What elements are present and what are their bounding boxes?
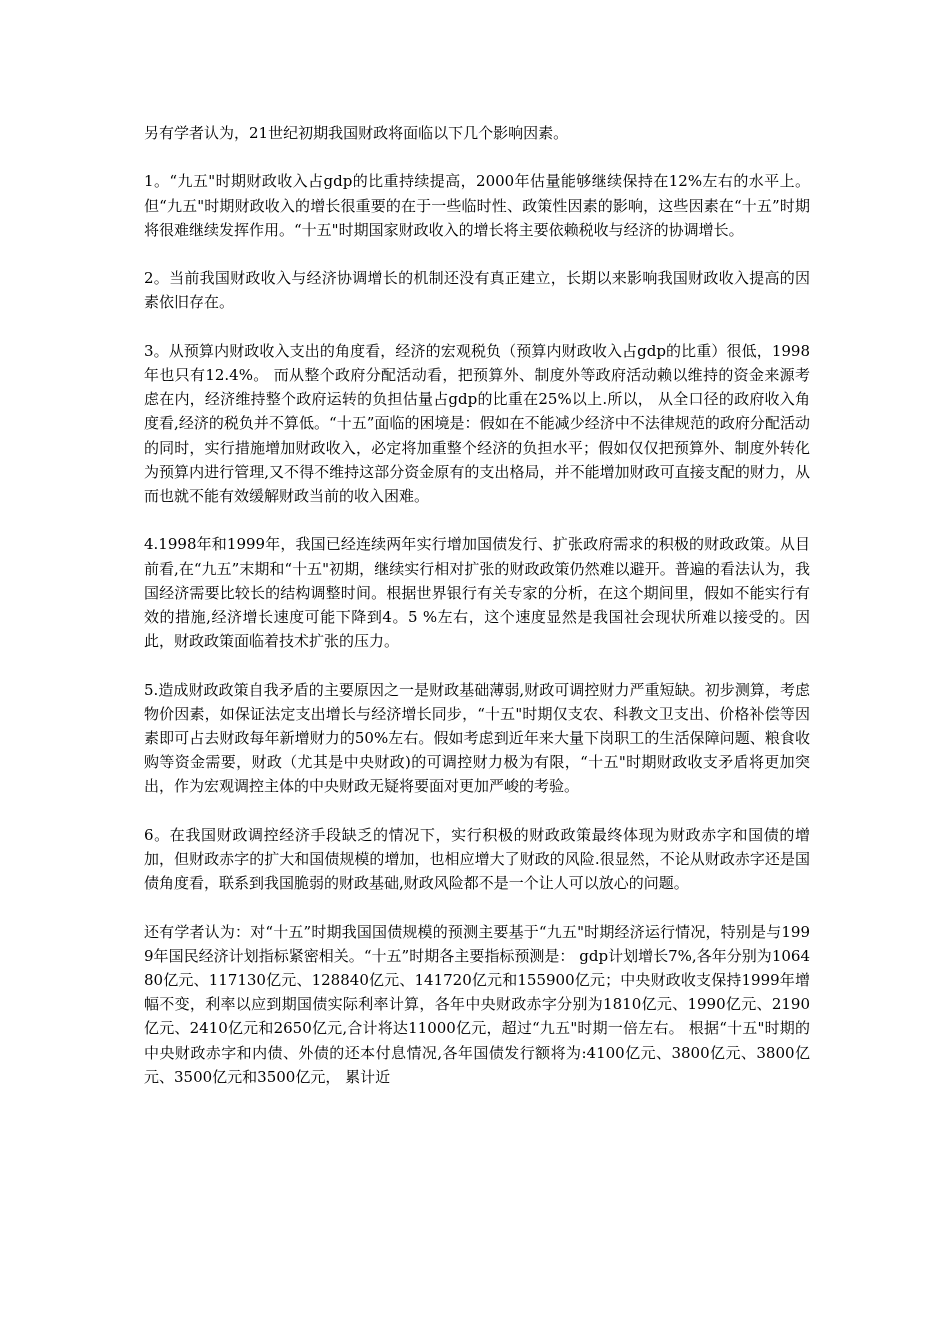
paragraph-6: 6。在我国财政调控经济手段缺乏的情况下，实行积极的财政政策最终体现为财政赤字和国债的增加，但财政赤字的扩大和国债规模的增加，也相应增大了财政的风险.很显然，不论从财政赤字还是国债角度看，联系到我国脆弱的财政基础,财政风险都不是一个让人可以放心的问题。 [144, 825, 810, 893]
paragraph-4: 4.1998年和1999年，我国已经连续两年实行增加国债发行、扩张政府需求的积极的财政政策。从目前看,在“九五”末期和“十五"初期，继续实行相对扩张的财政政策仍然难以避开。普遍的看法认为，我国经济需要比较长的结构调整时间。根据世界银行有关专家的分析，在这个期间里，假如不能实行有效的措施,经济增长速度可能下降到4。5 %左右，这个速度显然是我国社会现状所难以接受的。因此，财政政策面临着技术扩张的压力。 [144, 535, 810, 651]
paragraph-1: 1。“九五"时期财政收入占gdp的比重持续提高，2000年估量能够继续保持在12%左右的水平上。但“九五"时期财政收入的增长很重要的在于一些临时性、政策性因素的影响，这些因素在“十五”时期将很难继续发挥作用。“十五"时期国家财政收入的增长将主要依赖税收与经济的协调增长。 [144, 172, 810, 239]
document-body [144, 121, 810, 1113]
paragraph-5: 5.造成财政政策自我矛盾的主要原因之一是财政基础薄弱,财政可调控财力严重短缺。初步测算，考虑物价因素，如保证法定支出增长与经济增长同步，“十五"时期仅支农、科教文卫支出、价格补偿等因素即可占去财政每年新增财力的50%左右。假如考虑到近年来大量下岗职工的生活保障问题、粮食收购等资金需要，财政（尤其是中央财政)的可调控财力极为有限，“十五"时期财政收支矛盾将更加突出，作为宏观调控主体的中央财政无疑将要面对更加严峻的考验。 [144, 680, 810, 796]
paragraph-2: 2。当前我国财政收入与经济协调增长的机制还没有真正建立，长期以来影响我国财政收入提高的因素依旧存在。 [144, 269, 810, 312]
paragraph-3: 3。从预算内财政收入支出的角度看，经济的宏观税负（预算内财政收入占gdp的比重）很低，1998年也只有12.4%。 而从整个政府分配活动看，把预算外、制度外等政府活动赖以维持的资金来源考虑在内，经济维持整个政府运转的负担估量占gdp的比重在25%以上.所以， 从全口径的政府收入角度看,经济的税负并不算低。“十五”面临的困境是：假如在不能减少经济中不法律规范的政府分配活动的同时，实行措施增加财政收入，必定将加重整个经济的负担水平；假如仅仅把预算外、制度外转化为预算内进行管理,又不得不维持这部分资金原有的支出格局，并不能增加财政可直接支配的财力，从而也就不能有效缓解财政当前的收入困难。 [144, 341, 810, 505]
paragraph-forecast: 还有学者认为：对“十五”时期我国国债规模的预测主要基于“九五"时期经济运行情况，特别是与1999年国民经济计划指标紧密相关。“十五”时期各主要指标预测是： gdp计划增长7%,各年分别为106480亿元、117130亿元、128840亿元、141720亿元和155900亿元；中央财政收支保持1999年增幅不变，利率以应到期国债实际利率计算，各年中央财政赤字分别为1810亿元、1990亿元、2190亿元、2410亿元和2650亿元,合计将达11000亿元，超过“九五"时期一倍左右。 根据“十五"时期的中央财政赤字和内债、外债的还本付息情况,各年国债发行额将为:4100亿元、3800亿元、3800亿元、3500亿元和3500亿元， 累计近 [144, 922, 810, 1086]
paragraph-intro: 另有学者认为，21世纪初期我国财政将面临以下几个影响因素。 [144, 124, 569, 142]
